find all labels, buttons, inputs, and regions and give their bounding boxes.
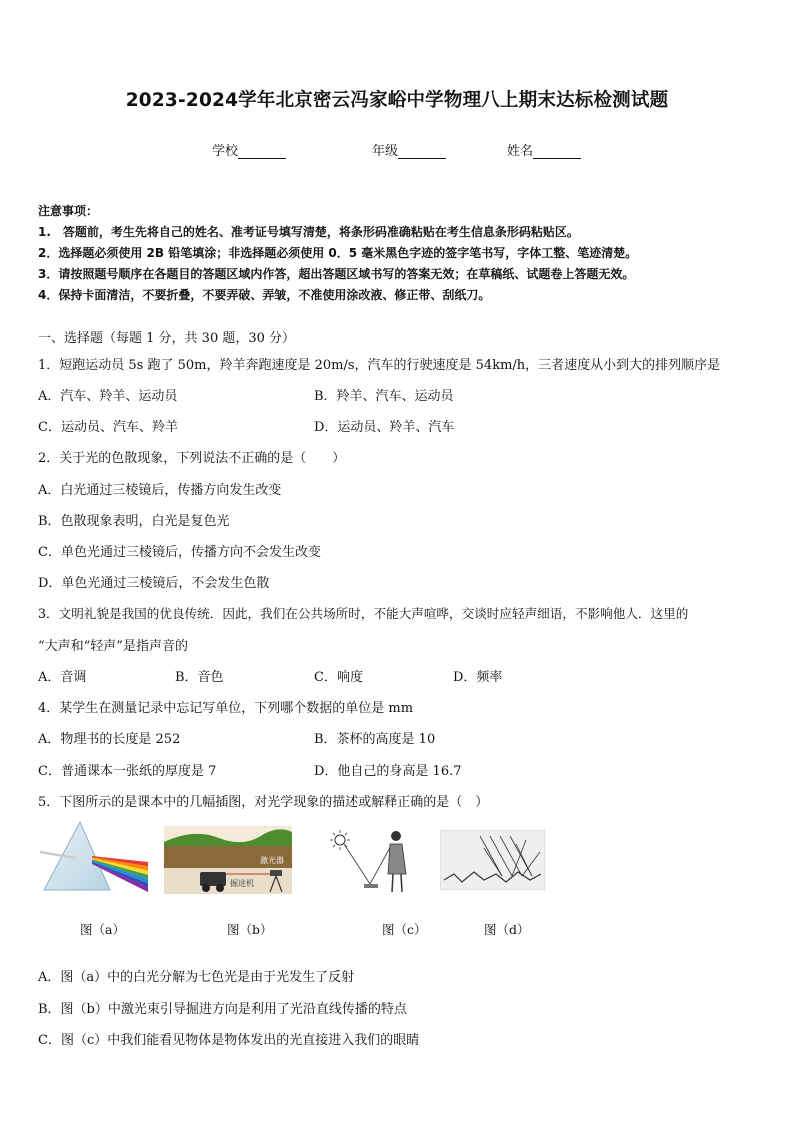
grade-label: 年级 [372, 144, 399, 159]
notice-heading: 注意事项： [38, 204, 99, 218]
school-field [212, 140, 286, 159]
figure-b-tunnel [164, 826, 292, 894]
notice-item-1: 1. 答题前，考生先将自己的姓名、准考证号填写清楚，将条形码准确粘贴在考生信息条形码粘贴区。 [38, 225, 579, 239]
figure-b-caption: 图（b） [227, 922, 273, 937]
page-title: 2023-2024学年北京密云冯家峪中学物理八上期末达标检测试题 [125, 90, 669, 111]
q1-option-b: B．羚羊、汽车、运动员 [314, 389, 454, 404]
q4-option-a: A．物理书的长度是 252 [38, 732, 181, 747]
notice-item-2: 2．选择题必须使用 2B 铅笔填涂；非选择题必须使用 0．5 毫米黑色字迹的签字笔书写，字体工整、笔迹清楚。 [38, 246, 638, 260]
q3-stem-line2: “大声和“轻声”是指声音的 [38, 639, 188, 654]
name-field [507, 140, 581, 159]
q5-stem: 5．下图所示的是课本中的几幅插图，对光学现象的描述或解释正确的是（ ） [38, 795, 489, 810]
section-heading: 一、选择题（每题 1 分，共 30 题，30 分） [38, 331, 296, 346]
q2-option-d: D．单色光通过三棱镜后，不会发生色散 [38, 576, 270, 591]
school-label: 学校 [212, 144, 239, 159]
school-blank [238, 145, 286, 159]
figure-a-prism [40, 818, 150, 896]
figure-b-machine-label: 掘进机 [230, 879, 254, 888]
q2-option-c: C．单色光通过三棱镜后，传播方向不会发生改变 [38, 545, 321, 560]
q4-stem: 4．某学生在测量记录中忘记写单位，下列哪个数据的单位是 mm [38, 701, 414, 716]
figure-c-viewing [330, 826, 420, 896]
q2-option-a: A．白光通过三棱镜后，传播方向发生改变 [38, 483, 282, 498]
q3-option-b: B．音色 [175, 670, 224, 685]
figure-d-reflection [440, 830, 545, 890]
figure-b-laser-label: 激光器 [260, 856, 284, 865]
q2-option-b: B．色散现象表明，白光是复色光 [38, 514, 230, 529]
name-label: 姓名 [507, 144, 534, 159]
q3-option-a: A．音调 [38, 670, 87, 685]
q5-option-a: A．图（a）中的白光分解为七色光是由于光发生了反射 [38, 970, 355, 985]
q3-option-c: C．响度 [314, 670, 363, 685]
grade-field [372, 140, 446, 159]
figure-c-caption: 图（c） [382, 922, 427, 937]
q4-option-c: C．普通课本一张纸的厚度是 7 [38, 764, 217, 779]
q5-option-b: B．图（b）中激光束引导掘进方向是利用了光沿直线传播的特点 [38, 1002, 407, 1017]
name-blank [533, 145, 581, 159]
q3-stem-line1: 3．文明礼貌是我国的优良传统．因此，我们在公共场所时，不能大声喧哗，交谈时应轻声细语，不影响他人．这里的 [38, 606, 689, 621]
q1-option-d: D．运动员、羚羊、汽车 [314, 420, 455, 435]
q4-option-d: D．他自己的身高是 16.7 [314, 764, 462, 779]
q5-option-c: C．图（c）中我们能看见物体是物体发出的光直接进入我们的眼睛 [38, 1033, 420, 1048]
q3-option-d: D．频率 [453, 670, 503, 685]
figure-d-caption: 图（d） [484, 922, 530, 937]
q4-option-b: B．茶杯的高度是 10 [314, 732, 436, 747]
q2-stem: 2．关于光的色散现象，下列说法不正确的是（ ） [38, 451, 346, 466]
figure-a-caption: 图（a） [80, 922, 125, 937]
notice-item-4: 4．保持卡面清洁，不要折叠，不要弄破、弄皱，不准使用涂改液、修正带、刮纸刀。 [38, 288, 491, 302]
q1-option-c: C．运动员、汽车、羚羊 [38, 420, 178, 435]
grade-blank [398, 145, 446, 159]
q1-option-a: A．汽车、羚羊、运动员 [38, 389, 178, 404]
notice-item-3: 3．请按照题号顺序在各题目的答题区域内作答，超出答题区域书写的答案无效；在草稿纸、试题卷上答题无效。 [38, 267, 635, 281]
q1-stem: 1．短跑运动员 5s 跑了 50m，羚羊奔跑速度是 20m/s，汽车的行驶速度是 54km/h，三者速度从小到大的排列顺序是 [38, 358, 721, 373]
